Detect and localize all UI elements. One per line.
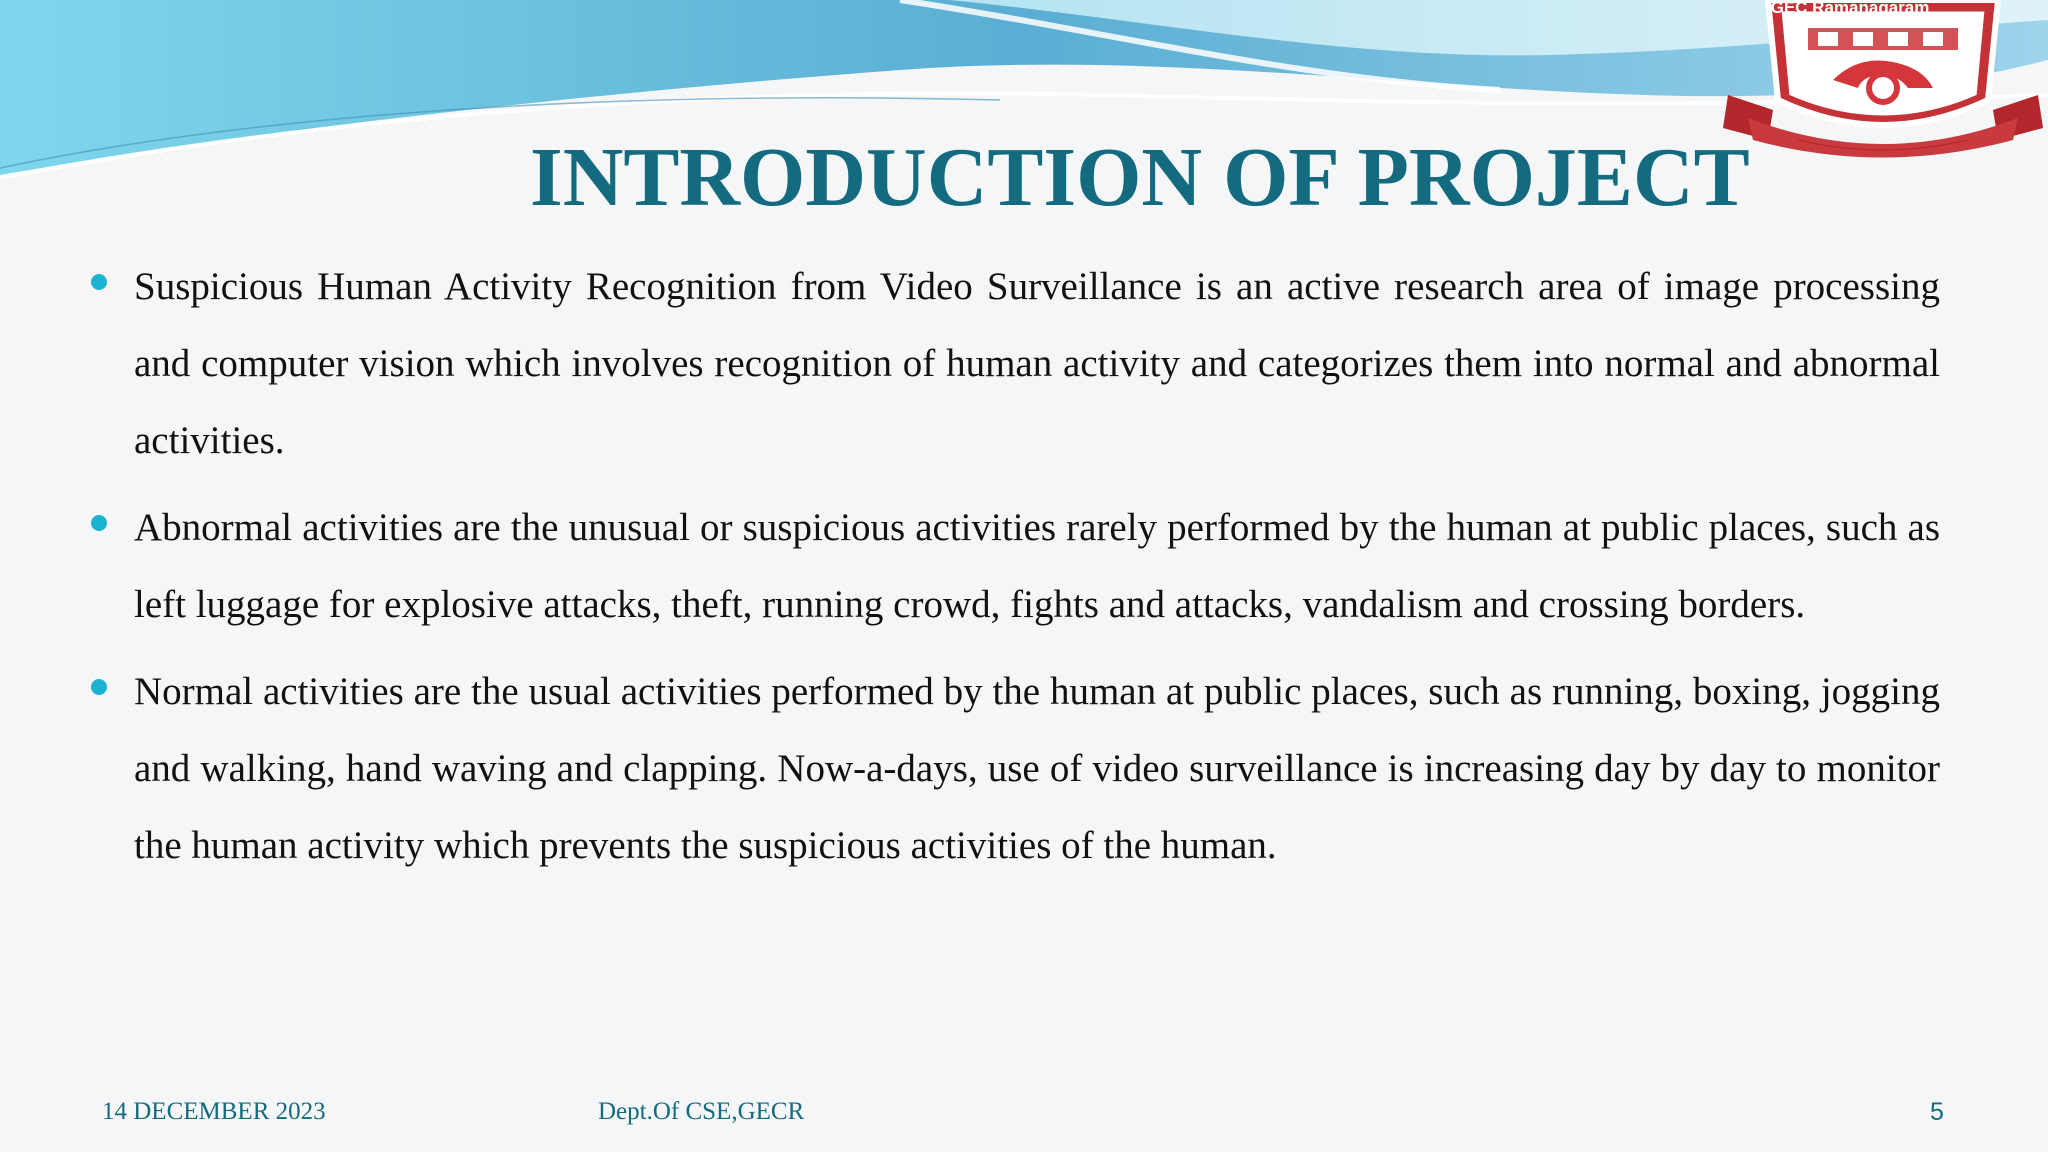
bullet-dot-icon <box>91 515 107 531</box>
logo-text: GEC Ramanagaram <box>1770 0 1930 17</box>
footer-department: Dept.Of CSE,GECR <box>598 1098 805 1125</box>
bullet-text: Abnormal activities are the unusual or suspicious activities rarely performed by the human at public places, such as left luggage for explosive attacks, theft, running crowd, fights and attacks, vandalism and crossing borders. <box>134 506 1940 626</box>
slide-title: INTRODUCTION OF PROJECT <box>530 131 1750 224</box>
bullet-item <box>0 489 2048 643</box>
bullet-dot-icon <box>91 679 107 695</box>
bullet-item <box>0 653 2048 884</box>
bullet-text: Normal activities are the usual activities performed by the human at public places, such as running, boxing, jogging and walking, hand waving and clapping. Now-a-days, use of video surveillance is increasing day by day to monitor the human activity which prevents the suspicious activities of the human. <box>134 670 1940 867</box>
bullet-item <box>0 248 2048 479</box>
bullet-dot-icon <box>91 274 107 290</box>
footer-page-number: 5 <box>1930 1098 1944 1126</box>
bullet-list <box>0 248 2048 894</box>
footer-date: 14 DECEMBER 2023 <box>102 1098 326 1125</box>
bullet-text: Suspicious Human Activity Recognition from Video Surveillance is an active research area of image processing and computer vision which involves recognition of human activity and categorizes them into normal and abnormal activities. <box>134 265 1940 462</box>
